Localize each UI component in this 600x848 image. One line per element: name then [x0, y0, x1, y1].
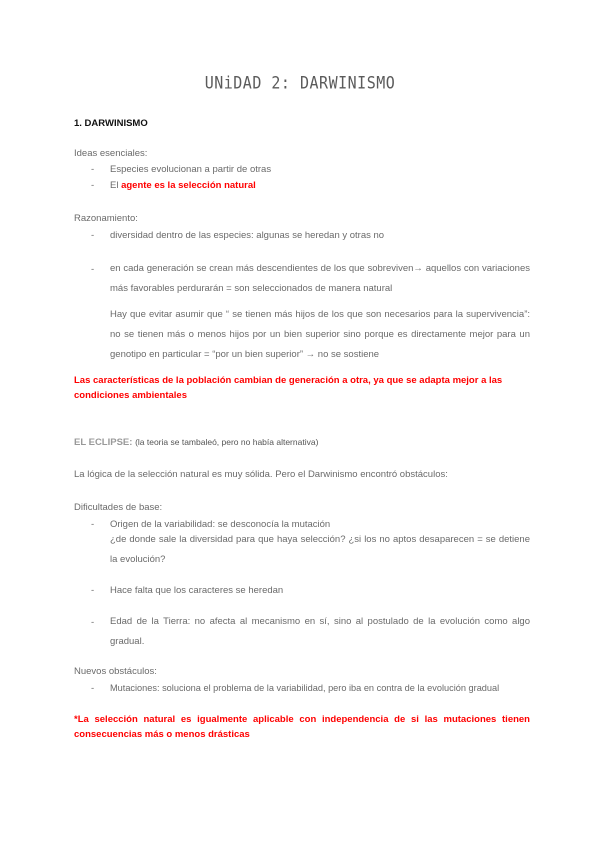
highlight-text: agente es la selección natural — [121, 180, 256, 191]
bullet-dash: - — [91, 617, 95, 628]
bullet-dash: - — [91, 519, 95, 530]
bullet-dash: - — [91, 230, 95, 241]
list-item: Edad de la Tierra: no afecta al mecanismo en sí, sino al postulado de la evolución como algo gradual. — [110, 616, 530, 647]
list-item: diversidad dentro de las especies: algunas se heredan y otras no — [110, 230, 385, 241]
section-heading: 1. DARWINISMO — [74, 118, 148, 129]
list-item: Especies evolucionan a partir de otras — [110, 164, 272, 175]
final-note: *La selección natural es igualmente aplicable con independencia de si las mutaciones tienen consecuencias más o menos drásticas — [74, 714, 530, 740]
list-item — [110, 178, 530, 193]
bullet-dash: - — [91, 164, 95, 175]
dificultades-label: Dificultades de base: — [74, 502, 163, 513]
page-title: UNiDAD 2: DARWINISMO — [204, 72, 396, 94]
bullet-dash: - — [91, 264, 95, 275]
list-item-prefix: El — [110, 180, 122, 191]
list-item: Origen de la variabilidad: se desconocía la mutación — [110, 519, 331, 530]
list-item: en cada generación se crean más descendientes de los que sobreviven→ aquellos con variaciones más favorables perdurarán = son seleccionados de manera natural — [110, 263, 530, 294]
ideas-label: Ideas esenciales: — [74, 148, 148, 159]
list-item: Hace falta que los caracteres se heredan — [110, 585, 284, 596]
list-item-sub: ¿de donde sale la diversidad para que haya selección? ¿si los no aptos desaparecen = se detiene la evolución? — [110, 534, 530, 565]
eclipse-label: EL ECLIPSE: — [74, 437, 133, 448]
razonamiento-label: Razonamiento: — [74, 213, 138, 224]
bullet-dash: - — [91, 180, 95, 191]
bullet-dash: - — [91, 683, 95, 694]
bullet-dash: - — [91, 585, 95, 596]
eclipse-intro: La lógica de la selección natural es muy sólida. Pero el Darwinismo encontró obstáculos: — [74, 469, 448, 480]
nuevos-label: Nuevos obstáculos: — [74, 666, 157, 677]
eclipse-heading — [74, 435, 530, 450]
list-item: Mutaciones: soluciona el problema de la variabilidad, pero iba en contra de la evolución gradual — [110, 683, 500, 693]
note-paragraph: Hay que evitar asumir que “ se tienen más hijos de los que son necesarios para la supervivencia”: no se tienen más o menos hijos por un bien superior sino porque es directamente mejor para un genotipo en particular = “por un bien superior” → no se sostiene — [110, 309, 530, 360]
eclipse-note: (la teoria se tambaleó, pero no había alternativa) — [135, 437, 319, 447]
conclusion-text: Las características de la población cambian de generación a otra, ya que se adapta mejor a las condiciones ambientales — [74, 375, 503, 401]
